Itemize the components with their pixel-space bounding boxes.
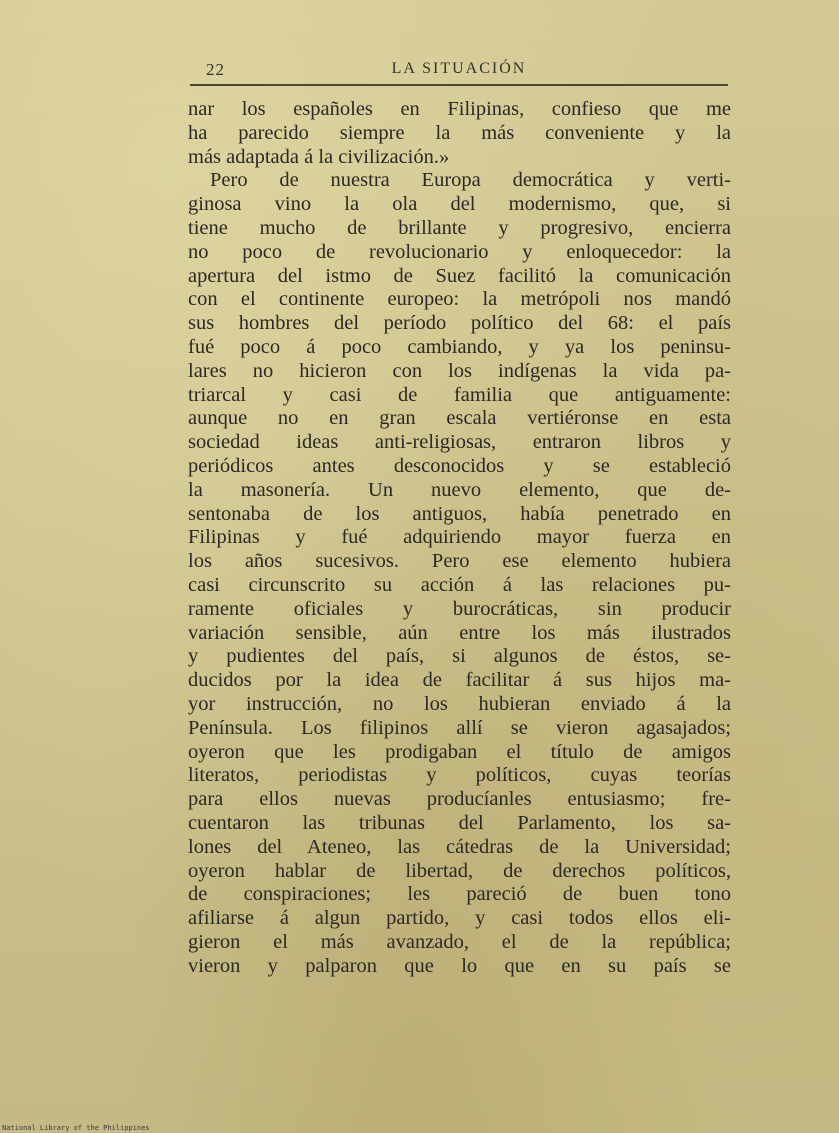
text-line: con el continente europeo: la metrópoli nos mandó (188, 288, 731, 311)
page-header (190, 58, 728, 86)
text-line: ginosa vino la ola del modernismo, que, si (188, 193, 731, 216)
text-line: ducidos por la idea de facilitar á sus hijos ma- (188, 669, 731, 692)
text-line: lares no hicieron con los indígenas la vida pa- (188, 359, 731, 382)
text-line: apertura del istmo de Suez facilitó la comunicación (188, 264, 731, 287)
text-line: literatos, periodistas y políticos, cuyas teorías (188, 764, 731, 787)
text-line: Península. Los filipinos allí se vieron agasajados; (188, 716, 731, 739)
text-line: Filipinas y fué adquiriendo mayor fuerza en (188, 526, 731, 549)
text-line: oyeron hablar de libertad, de derechos políticos, (188, 859, 731, 882)
text-line: ha parecido siempre la más conveniente y la (188, 121, 731, 144)
text-line: sus hombres del período político del 68: el país (188, 312, 731, 335)
text-line: fué poco á poco cambiando, y ya los peninsu- (188, 335, 731, 358)
text-line: nar los españoles en Filipinas, confieso que me (188, 98, 731, 120)
text-line: variación sensible, aún entre los más ilustrados (188, 621, 731, 644)
library-credit: National Library of the Philippines (2, 1124, 150, 1132)
text-line: lones del Ateneo, las cátedras de la Universidad; (188, 835, 731, 858)
text-line: periódicos antes desconocidos y se estableció (188, 454, 731, 477)
text-line: para ellos nuevas producíanles entusiasmo; fre- (188, 788, 731, 811)
text-line: afiliarse á algun partido, y casi todos ellos eli- (188, 907, 731, 930)
body-text (188, 98, 731, 978)
text-line: sociedad ideas anti-religiosas, entraron libros y (188, 431, 731, 454)
text-line: sentonaba de los antiguos, había penetrado en (188, 502, 731, 525)
text-line: aunque no en gran escala vertiéronse en esta (188, 407, 731, 430)
text-line: los años sucesivos. Pero ese elemento hubiera (188, 550, 731, 573)
text-line: tiene mucho de brillante y progresivo, encierra (188, 216, 731, 239)
text-line: vieron y palparon que lo que en su país se (188, 954, 731, 977)
text-line: triarcal y casi de familia que antiguamente: (188, 383, 731, 406)
header-rule (190, 84, 728, 86)
text-line: más adaptada á la civilización.» (188, 145, 450, 168)
running-title: LA SITUACIÓN (391, 60, 527, 77)
text-line: la masonería. Un nuevo elemento, que de- (188, 478, 731, 501)
text-line: no poco de revolucionario y enloquecedor: la (188, 240, 731, 263)
paragraph-start-line: Pero de nuestra Europa democrática y verti- (210, 169, 731, 192)
text-line: casi circunscrito su acción á las relaciones pu- (188, 573, 731, 596)
text-line: cuentaron las tribunas del Parlamento, los sa- (188, 811, 731, 834)
text-line: gieron el más avanzado, el de la república; (188, 930, 731, 953)
page-number: 22 (206, 60, 225, 79)
text-line: y pudientes del país, si algunos de éstos, se- (188, 645, 731, 668)
text-line: ramente oficiales y burocráticas, sin producir (188, 597, 731, 620)
text-line: oyeron que les prodigaban el título de amigos (188, 740, 731, 763)
text-line: yor instrucción, no los hubieran enviado á la (188, 692, 731, 715)
text-line: de conspiraciones; les pareció de buen tono (188, 883, 731, 906)
